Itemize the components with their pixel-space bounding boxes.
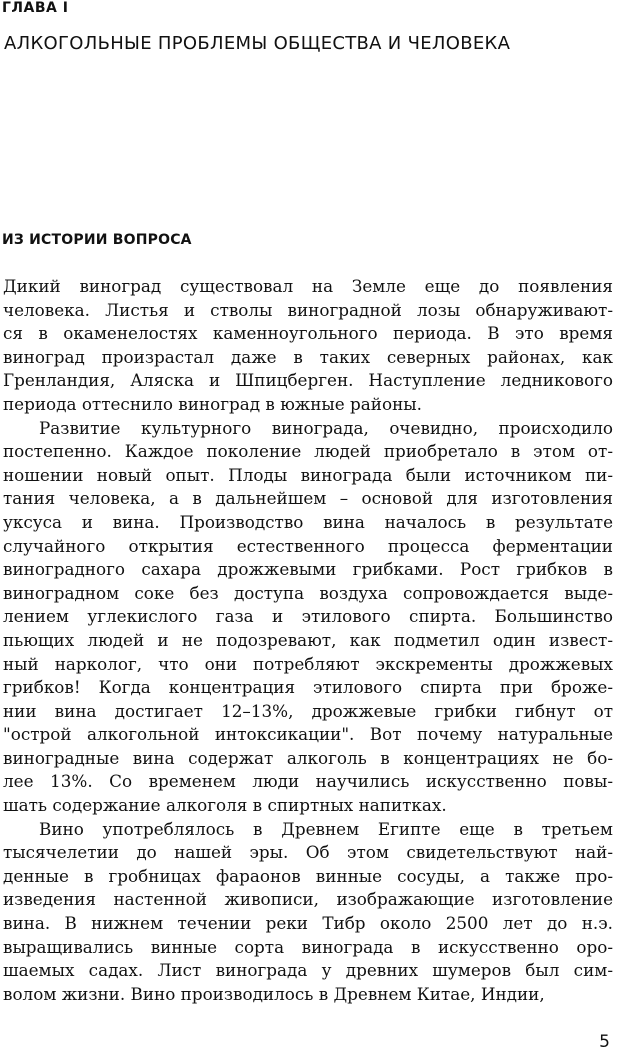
text-line: случайного открытия естественного процесса ферментации bbox=[3, 535, 613, 556]
text-line: ношении новый опыт. Плоды винограда были источником пи- bbox=[3, 464, 613, 485]
text-line: виноградные вина содержат алкоголь в концентрациях не бо- bbox=[3, 747, 613, 768]
body-text bbox=[3, 275, 613, 1006]
text-line: Вино употреблялось в Древнем Египте еще в третьем bbox=[39, 818, 613, 839]
text-line: человека. Листья и стволы виноградной лозы обнаруживают- bbox=[3, 299, 613, 320]
text-line: "острой алкогольной интоксикации". Вот почему натуральные bbox=[3, 724, 613, 745]
text-line: волом жизни. Вино производилось в Древнем Китае, Индии, bbox=[3, 983, 545, 1004]
paragraph bbox=[3, 417, 613, 818]
paragraph bbox=[3, 275, 613, 417]
text-line: выращивались винные сорта винограда в искусственно оро- bbox=[3, 936, 613, 957]
text-line: изведения настенной живописи, изображающие изготовление bbox=[3, 889, 613, 910]
chapter-title: АЛКОГОЛЬНЫЕ ПРОБЛЕМЫ ОБЩЕСТВА И ЧЕЛОВЕКА bbox=[4, 33, 511, 54]
text-line: лее 13%. Со временем люди научились искусственно повы- bbox=[3, 771, 613, 792]
text-line: лением углекислого газа и этилового спирта. Большинство bbox=[3, 606, 613, 627]
text-line: Дикий виноград существовал на Земле еще до появления bbox=[3, 276, 613, 296]
text-line: Развитие культурного винограда, очевидно, происходило bbox=[39, 417, 613, 438]
text-line: виноград произрастал даже в таких северных районах, как bbox=[3, 346, 613, 367]
section-heading: ИЗ ИСТОРИИ ВОПРОСА bbox=[2, 232, 192, 248]
text-line: ся в окаменелостях каменноугольного периода. В это время bbox=[3, 323, 613, 344]
text-line: Гренландия, Аляска и Шпицберген. Наступление ледникового bbox=[3, 370, 613, 391]
text-line: шать содержание алкоголя в спиртных напитках. bbox=[3, 795, 447, 816]
text-line: виноградном соке без доступа воздуха сопровождается выде- bbox=[3, 582, 613, 603]
paragraph bbox=[3, 818, 613, 1007]
text-line: шаемых садах. Лист винограда у древних шумеров был сим- bbox=[3, 960, 613, 981]
text-line: периода оттеснило виноград в южные районы. bbox=[3, 393, 422, 414]
text-line: тания человека, а в дальнейшем – основой для изготовления bbox=[3, 488, 613, 509]
text-line: пьющих людей и не подозревают, как подметил один извест- bbox=[3, 629, 613, 650]
text-line: постепенно. Каждое поколение людей приобретало в этом от- bbox=[3, 441, 613, 462]
text-line: тысячелетии до нашей эры. Об этом свидетельствуют най- bbox=[3, 842, 613, 863]
text-line: вина. В нижнем течении реки Тибр около 2500 лет до н.э. bbox=[3, 913, 613, 934]
chapter-label: ГЛАВА I bbox=[2, 0, 69, 16]
page-number: 5 bbox=[599, 1032, 610, 1052]
text-line: ный нарколог, что они потребляют экскременты дрожжевых bbox=[3, 653, 613, 674]
text-line: грибков! Когда концентрация этилового спирта при броже- bbox=[3, 677, 613, 698]
text-line: нии вина достигает 12–13%, дрожжевые грибки гибнут от bbox=[3, 700, 613, 721]
text-line: уксуса и вина. Производство вина началось в результате bbox=[3, 511, 613, 532]
text-line: денные в гробницах фараонов винные сосуды, а также про- bbox=[3, 865, 613, 886]
text-line: виноградного сахара дрожжевыми грибками. Рост грибков в bbox=[3, 559, 613, 580]
